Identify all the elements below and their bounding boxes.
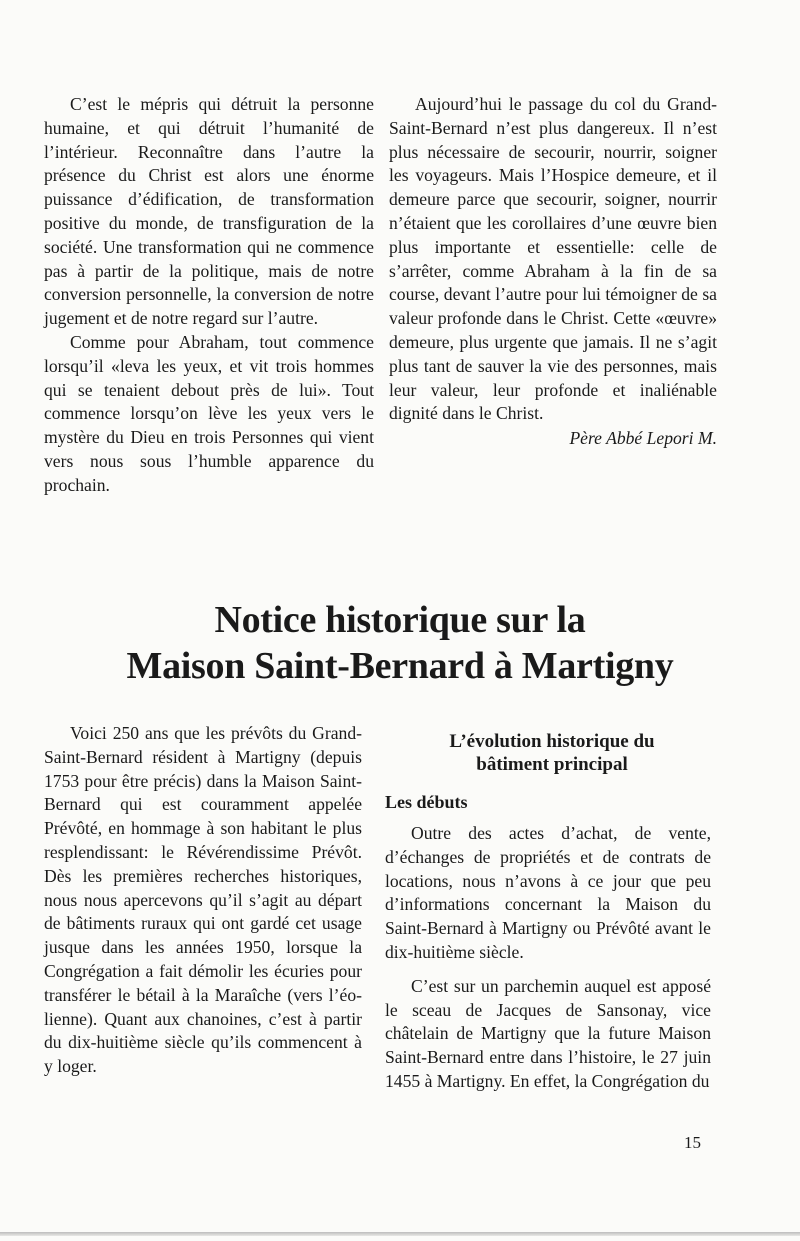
sub-heading: Les débuts xyxy=(385,792,468,812)
scan-edge-divider xyxy=(0,1232,800,1236)
paragraph: Aujourd’hui le passage du col du Grand-Saint-Bernard n’est plus dangereux. Il n’est plus nécessaire de secourir, nourrir, soigner les voyageurs. Mais l’Hospice demeure, et il demeure parce que secourir, soigner, nourrir n’étaient que les corollaires d’une œuvre bien plus importante et essentielle: celle de s’arrêter, comme Abraham à la fin de sa course, devant l’autre pour lui témoigner de sa valeur profonde dans le Christ. Cette «œuvre» demeure, plus urgente que jamais. Il ne s’agit plus tant de sauver la vie des personnes, mais leur valeur, leur profonde et inaliénable dignité dans le Christ. xyxy=(389,94,717,424)
section-heading xyxy=(385,730,711,776)
top-left-column xyxy=(44,93,374,498)
bottom-left-column xyxy=(44,722,362,1079)
title-line-1: Notice historique sur la xyxy=(214,599,586,641)
paragraph: Outre des actes d’achat, de vente, d’échanges de propriétés et de contrats de locations, nous n’avons à ce jour que peu d’informations concernant la Maison du Saint-Bernard à Martigny ou Prévôté avant le dix-huitième siècle. xyxy=(385,823,711,962)
bottom-right-column xyxy=(385,730,711,1094)
title-line-2: Maison Saint-Bernard à Martigny xyxy=(126,645,674,687)
signature: Père Abbé Lepori M. xyxy=(569,428,717,449)
paragraph: Comme pour Abraham, tout commence lorsqu’il «leva les yeux, et vit trois hommes qui se tenaient debout près de lui». Tout commence lorsqu’on lève les yeux vers le mystère du Dieu en trois Personnes qui vient vers nous sous l’humble apparence du prochain. xyxy=(44,331,374,495)
page-number: 15 xyxy=(684,1133,701,1152)
section-heading-line-2: bâtiment principal xyxy=(476,754,628,775)
page-title xyxy=(0,597,800,689)
top-right-column xyxy=(389,93,717,451)
paragraph: C’est sur un parchemin auquel est apposé le sceau de Jacques de Sansonay, vice châtelain de Martigny que la future Maison Saint-Bernard entre dans l’histoire, le 27 juin 1455 à Martigny. En effet, la Congrégation du xyxy=(385,975,711,1091)
paragraph: Voici 250 ans que les prévôts du Grand-Saint-Bernard résident à Martigny (depuis 1753 pour être précis) dans la Maison Saint-Bernard qui est couramment appelée Prévôté, en hommage à son habitant le plus resplendissant: le Révérendissime Prévôt. Dès les premières recherches historiques, nous nous apercevons qu’il s’agit au départ de bâtiments ruraux qui ont gardé cet usage jusque dans les années 1950, lorsque la Congrégation a fait démolir les écuries pour transférer le bétail à la Maraîche (vers l’éolienne). Quant aux chanoines, c’est à partir du dix-huitième siècle qu’ils commencent à y loger. xyxy=(44,723,362,1077)
paragraph: C’est le mépris qui détruit la personne humaine, et qui détruit l’humanité de l’intérieur. Reconnaître dans l’autre la présence du Christ est alors une énorme puissance d’édification, de transformation positive du monde, de transfiguration de la société. Une transformation qui ne commence pas à partir de la politique, mais de notre conversion personnelle, la conversion de notre jugement et de notre regard sur l’autre. xyxy=(44,94,374,329)
section-heading-line-1: L’évolution historique du xyxy=(449,731,655,752)
